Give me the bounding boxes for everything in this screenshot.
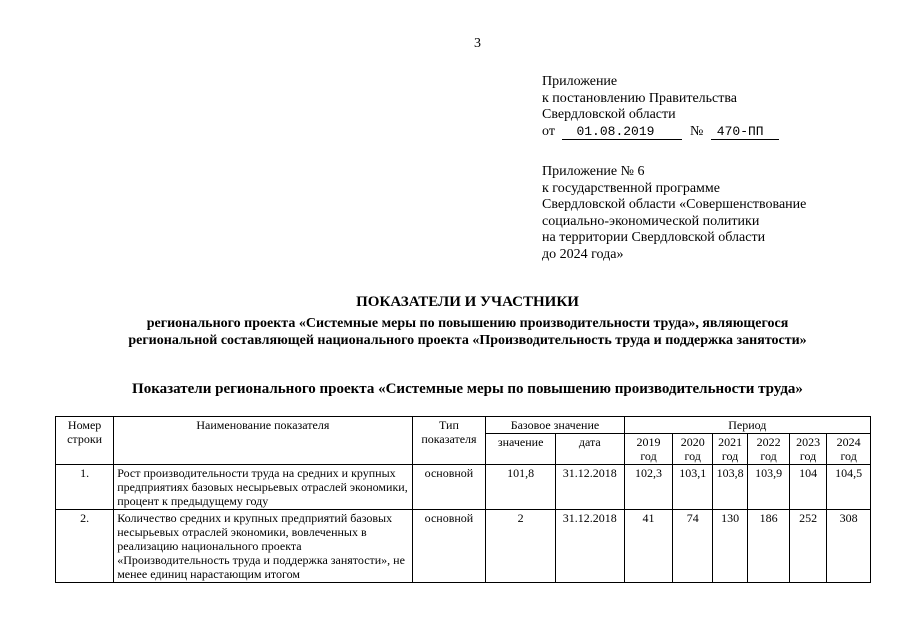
date-value: 01.08.2019 <box>576 123 655 139</box>
appendix-program-line: Свердловской области «Совершенствование <box>542 197 807 212</box>
header-base-value-date: дата <box>555 434 624 465</box>
year-value: 74 <box>673 510 713 583</box>
year-value: 103,8 <box>712 465 747 510</box>
indicator-type: основной <box>412 510 486 583</box>
date-field <box>562 125 682 140</box>
header-year: 2024 год <box>827 434 871 465</box>
number-prefix: № <box>689 123 704 139</box>
row-number: 2. <box>56 510 114 583</box>
header-row-number: Номер строки <box>56 417 114 465</box>
page-number: 3 <box>474 36 481 51</box>
table-header-row <box>56 417 871 434</box>
header-indicator-type: Тип показателя <box>412 417 486 465</box>
year-value: 130 <box>712 510 747 583</box>
appendix-program-line: Приложение № 6 <box>542 164 645 179</box>
year-value: 103,1 <box>673 465 713 510</box>
indicator-name: Рост производительности труда на средних и крупных предприятиях базовых несырьевых отраслей экономики, процент к предыдущему году <box>114 465 412 510</box>
row-number: 1. <box>56 465 114 510</box>
appendix-program-block <box>542 164 806 263</box>
appendix-resolution-line: к постановлению Правительства <box>542 90 738 106</box>
year-value: 308 <box>827 510 871 583</box>
table-row <box>56 465 871 510</box>
header-base-value: Базовое значение <box>486 417 624 434</box>
section-heading: Показатели регионального проекта «Системные меры по повышению производительности труда» <box>132 381 803 397</box>
year-value: 104,5 <box>827 465 871 510</box>
year-value: 186 <box>748 510 790 583</box>
indicator-type: основной <box>412 465 486 510</box>
indicator-name: Количество средних и крупных предприятий базовых несырьевых отраслей экономики, вовлеченных в реализацию национального проекта «Производительность труда и поддержка занятости», не менее единиц нарастающим итогом <box>114 510 412 583</box>
appendix-program-line: до 2024 года» <box>542 246 624 262</box>
appendix-program-line: к государственной программе <box>542 180 720 196</box>
year-value: 103,9 <box>748 465 790 510</box>
header-year: 2022 год <box>748 434 790 465</box>
base-value: 2 <box>486 510 556 583</box>
appendix-region-line: Свердловской области <box>542 107 676 122</box>
number-field <box>711 125 779 140</box>
header-base-value-value: значение <box>486 434 556 465</box>
header-year: 2020 год <box>673 434 713 465</box>
header-year: 2023 год <box>789 434 826 465</box>
year-value: 252 <box>789 510 826 583</box>
appendix-program-line: социально-экономической политики <box>542 213 760 229</box>
year-value: 41 <box>624 510 673 583</box>
appendix-resolution-block <box>542 74 779 140</box>
document-subtitle-line-1: регионального проекта «Системные меры по повышению производительности труда», являющегося <box>146 316 789 331</box>
document-title: ПОКАЗАТЕЛИ И УЧАСТНИКИ <box>356 294 579 310</box>
base-date: 31.12.2018 <box>555 465 624 510</box>
header-year: 2019 год <box>624 434 673 465</box>
year-value: 104 <box>789 465 826 510</box>
appendix-label: Приложение <box>542 74 618 89</box>
header-period: Период <box>624 417 870 434</box>
base-value: 101,8 <box>486 465 556 510</box>
header-indicator-name: Наименование показателя <box>114 417 412 465</box>
appendix-program-line: на территории Свердловской области <box>542 230 766 245</box>
indicators-table <box>55 416 871 583</box>
base-date: 31.12.2018 <box>555 510 624 583</box>
header-year: 2021 год <box>712 434 747 465</box>
number-value: 470-ПП <box>716 123 764 139</box>
date-prefix: от <box>542 123 555 139</box>
document-subtitle-line-2: региональной составляющей национального проекта «Производительность труда и поддержка занятости» <box>128 333 807 348</box>
year-value: 102,3 <box>624 465 673 510</box>
table-row <box>56 510 871 583</box>
appendix-date-number-line <box>542 124 779 141</box>
